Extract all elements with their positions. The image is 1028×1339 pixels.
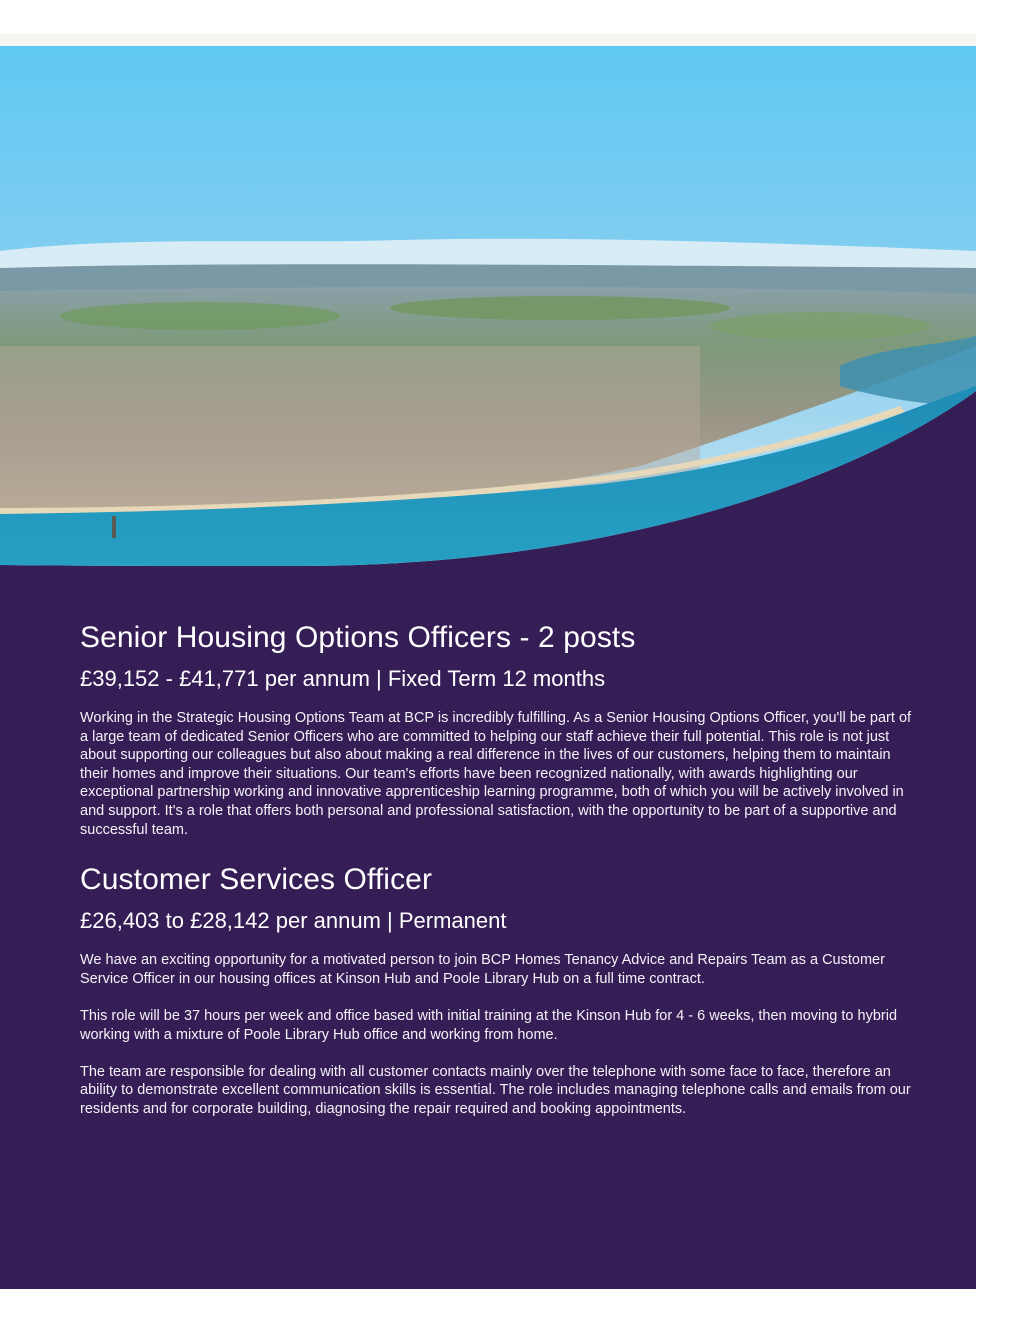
content-area	[80, 621, 920, 1119]
job-salary: £26,403 to £28,142 per annum | Permanent	[80, 908, 507, 934]
job-section-senior-housing	[80, 621, 920, 839]
job-description: Working in the Strategic Housing Options Team at BCP is incredibly fulfilling. As a Senior Housing Options Officer, you'll be part of a large team of dedicated Senior Officers who are committed to helping our staff achieve their full potential. This role is not just about supporting our colleagues but also about making a real difference in the lives of our customers, helping them to maintain their homes and improve their situations. Our team's efforts have been recognized nationally, with awards highlighting our exceptional partnership working and innovative apprenticeship learning programme, both of which you will be actively involved in and support. It's a role that offers both personal and professional satisfaction, with the opportunity to be part of a supportive and successful team.	[80, 710, 912, 838]
job-section-customer-services	[80, 863, 920, 1118]
job-advert-panel	[0, 46, 976, 1289]
job-description-paragraph: We have an exciting opportunity for a motivated person to join BCP Homes Tenancy Advice and Repairs Team as a Customer Service Officer in our housing offices at Kinson Hub and Poole Library Hub on a full time contract.	[80, 952, 885, 987]
job-salary: £39,152 - £41,771 per annum | Fixed Term 12 months	[80, 666, 606, 691]
job-description-paragraph: This role will be 37 hours per week and office based with initial training at the Kinson Hub for 4 - 6 weeks, then moving to hybrid working with a mixture of Poole Library Hub office and working from home.	[80, 1007, 898, 1043]
aerial-coastline-photo	[0, 46, 976, 586]
job-title: Senior Housing Options Officers - 2 posts	[80, 621, 636, 654]
job-title: Customer Services Officer	[80, 863, 433, 897]
job-description-paragraph: The team are responsible for dealing with all customer contacts mainly over the telephone with some face to face, therefore an ability to demonstrate excellent communication skills is essential. The role includes managing telephone calls and emails from our residents and for corporate building, diagnosing the repair required and booking appointments.	[80, 1063, 911, 1117]
top-strip	[0, 34, 976, 46]
